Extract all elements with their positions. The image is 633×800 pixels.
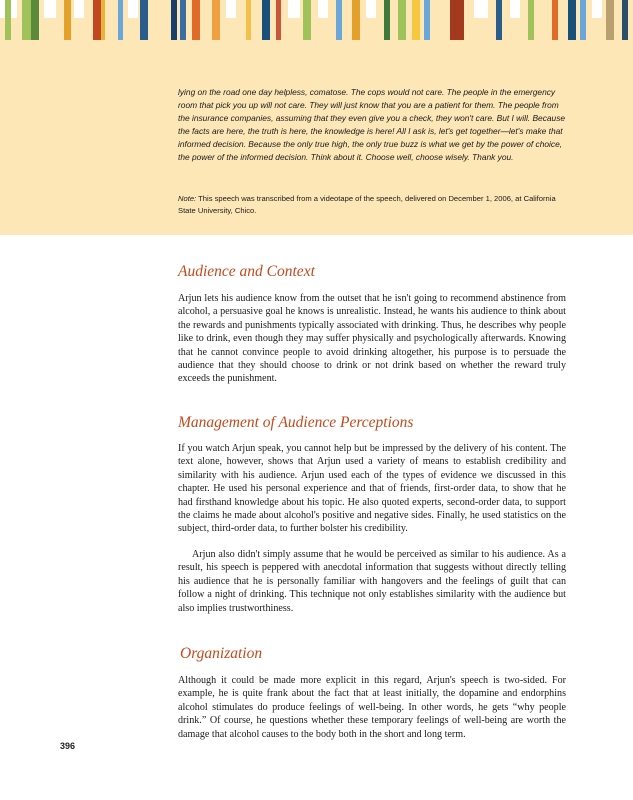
stripe [74,0,84,18]
stripe [592,0,602,18]
stripe [5,0,11,40]
stripe [128,0,138,18]
speech-excerpt: lying on the road one day helpless, comatose. The cops would not care. The people in the emergency room that pick you up will not care. They will just know that you are a patient for them. The people from the insurance companies, assuming that they even give you a check, they won't care. But I will. Because the facts are here, the truth is here, the knowledge is here! All I ask is, let's get together—let's make that informed decision. Because the only true high, the only true buzz is what we get by the power of choice, the power of the informed decision. Think about it. Choose well, choose wisely. Thank you. [178,87,566,163]
stripe [44,0,56,18]
stripe [510,0,520,18]
decorative-stripe-bar [0,0,633,40]
section-heading-audience-perceptions: Management of Audience Perceptions [178,414,414,431]
stripe [303,0,311,40]
stripe [552,0,558,40]
stripe [262,0,270,40]
stripe [622,0,628,40]
stripe [93,0,101,40]
stripe [180,0,186,40]
stripe [412,0,420,40]
stripe [424,0,430,40]
section-heading-organization: Organization [180,645,263,662]
stripe [496,0,502,40]
stripe [276,0,281,40]
transcription-note [178,193,570,216]
stripe [528,0,534,40]
stripe [31,0,39,40]
stripe [384,0,390,40]
paragraph: Although it could be made more explicit in this regard, Arjun's speech is two-sided. For example, he is quite frank about the fact that at least initially, the dopamine and endorphins alcohol stimulates do produce feelings of well-being. In other words, he gets “why people drink.” Of course, he questions whether these temporary feelings of well-being are worth the damage that alcohol causes to the body both in the short and long term. [178,675,566,740]
paragraph: Arjun also didn't simply assume that he would be perceived as similar to his audience. As a result, his speech is peppered with anecdotal information that suggests without directly telling his audience that he is personally familiar with hangovers and the feelings of guilt that can follow a night of drinking. This technique not only establishes similarity with the audience but also implies trustworthiness. [178,549,566,614]
stripe [352,0,360,40]
note-text: This speech was transcribed from a videotape of the speech, delivered on December 1, 2006, at California State University, Chico. [178,194,556,215]
stripe [288,0,300,18]
stripe [226,0,236,18]
stripe [568,0,576,40]
stripe [336,0,342,40]
stripe [64,0,71,40]
stripe [474,0,488,18]
stripe [580,0,586,40]
stripe [450,0,464,40]
stripe [606,0,614,40]
paragraph: Arjun lets his audience know from the outset that he isn't going to recommend abstinence from alcohol, a persuasive goal he knows is unrealistic. Instead, he wants his audience to think about the rewards and punishments typically associated with drinking. Thus, he describes why people like to drink, even though they may suffer physically and psychologically afterwards. Knowing that he cannot convince people to avoid drinking altogether, his purpose is to persuade the audience that they should choose to drink or not drink based on whether the reward truly exceeds the punishment. [178,293,566,385]
note-label: Note: [178,194,197,203]
page-number: 396 [60,741,76,751]
stripe [118,0,123,40]
stripe [140,0,148,40]
stripe [366,0,376,18]
stripe [22,0,31,40]
section-heading-audience-context: Audience and Context [178,263,315,280]
stripe [246,0,251,40]
paragraph: If you watch Arjun speak, you cannot help but be impressed by the delivery of his content. The text alone, however, shows that Arjun used a variety of means to establish credibility and similarity with his audience. Arjun used each of the types of evidence we discussed in this chapter. He used his personal experience and that of friends, first-order data, to show that he had firsthand knowledge about his topic. He also quoted experts, second-order data, to support the claims he made about alcohol's positive and negative sides. Finally, he used statistics on the subject, third-order data, to further bolster his credibility. [178,443,566,535]
stripe [192,0,200,40]
stripe [171,0,177,40]
stripe [101,0,105,40]
stripe [212,0,220,40]
stripe [318,0,328,18]
stripe [398,0,406,40]
